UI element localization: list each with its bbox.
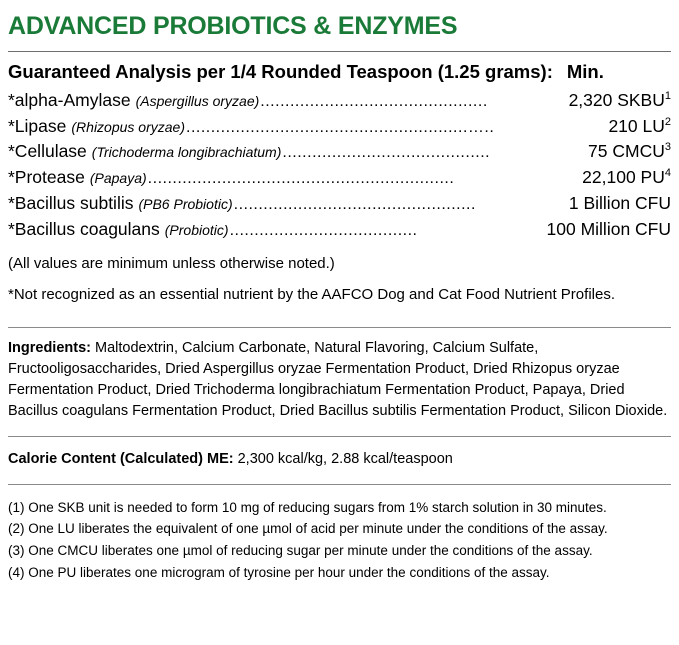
analysis-value <box>588 139 671 164</box>
leader-dots: .............................................................. <box>147 170 455 188</box>
spacer <box>6 422 673 436</box>
analysis-value-text: 22,100 PU <box>582 167 665 188</box>
analysis-row <box>8 217 671 243</box>
analysis-nutrient-name: *Lipase <box>8 115 67 136</box>
analysis-nutrient-source: (Rhizopus oryzae) <box>71 118 185 135</box>
footnote-item: (3) One CMCU liberates one µmol of reducing sugar per minute under the conditions of the assay. <box>8 543 593 559</box>
analysis-nutrient-name: *Cellulase <box>8 141 87 162</box>
analysis-value-text: 210 LU <box>608 115 665 136</box>
footnote-item: (4) One PU liberates one microgram of tyrosine per hour under the conditions of the assay. <box>8 565 550 581</box>
leader-dots: ................................................. <box>233 195 476 213</box>
analysis-nutrient-source: (Aspergillus oryzae) <box>135 93 260 109</box>
aafco-note: *Not recognized as an essential nutrient by the AAFCO Dog and Cat Food Nutrient Profiles. <box>8 285 615 303</box>
analysis-row <box>8 165 671 191</box>
analysis-row <box>8 114 671 140</box>
footnote-item: (2) One LU liberates the equivalent of one µmol of acid per minute under the conditions of the assay. <box>8 521 608 537</box>
analysis-nutrient-source: (Trichoderma longibrachiatum) <box>91 144 282 161</box>
spacer <box>6 470 673 484</box>
analysis-value-footnote-marker: 4 <box>664 167 671 180</box>
calorie-content-section <box>8 449 671 469</box>
analysis-row <box>8 191 671 217</box>
footnote-item: (1) One SKB unit is needed to form 10 mg of reducing sugars from 1% starch solution in 30 minutes. <box>8 499 607 515</box>
guaranteed-analysis-list <box>8 88 671 242</box>
leader-dots: .............................................. <box>260 93 488 110</box>
ingredients-text: Maltodextrin, Calcium Carbonate, Natural Flavoring, Calcium Sulfate, Fructooligosaccharides, Dried Aspergillus oryzae Fermentation Product, Dried Rhizopus oryzae Fermentation Product, Dried Trichoderma longibrachiatum Fermentation Product, Papaya, Dried Bacillus coagulans Fermentation Product, Dried Bacillus subtilis Fermentation Product, Silicon Dioxide. <box>8 340 668 420</box>
analysis-value-text: 1 Billion CFU <box>568 192 671 213</box>
calorie-content-label: Calorie Content (Calculated) ME: <box>8 451 234 468</box>
ingredients-section <box>8 338 671 422</box>
analysis-value-footnote-marker: 1 <box>664 90 671 103</box>
calorie-content-value: 2,300 kcal/kg, 2.88 kcal/teaspoon <box>233 451 453 468</box>
spacer <box>6 305 673 327</box>
analysis-value <box>547 217 671 242</box>
analysis-row <box>8 88 671 114</box>
analysis-value-footnote-marker: 3 <box>664 141 671 154</box>
ingredients-label: Ingredients: <box>8 340 91 357</box>
analysis-nutrient-source: (Papaya) <box>89 170 147 187</box>
footnotes-section <box>8 497 671 584</box>
leader-dots: .........................................................….. <box>186 118 495 136</box>
analysis-row <box>8 139 671 165</box>
page-title: ADVANCED PROBIOTICS & ENZYMES <box>8 12 458 40</box>
minimum-values-note: (All values are minimum unless otherwise noted.) <box>8 255 335 273</box>
analysis-value <box>582 165 671 190</box>
leader-dots: ...................................... <box>229 221 418 239</box>
divider-calorie <box>8 436 671 437</box>
analysis-value-text: 100 Million CFU <box>546 218 671 239</box>
analysis-nutrient-source: (PB6 Probiotic) <box>138 195 233 212</box>
leader-dots: .......................................... <box>282 144 491 162</box>
analysis-value <box>569 88 671 113</box>
analysis-value <box>569 191 671 216</box>
divider-ingredients <box>8 327 671 328</box>
analysis-value-text: 2,320 SKBU <box>568 90 665 110</box>
guaranteed-analysis-min-label: Min. <box>566 61 604 82</box>
analysis-nutrient-name: *Protease <box>8 167 85 188</box>
analysis-value <box>608 114 671 139</box>
analysis-nutrient-name: *Bacillus subtilis <box>8 192 134 213</box>
analysis-nutrient-name: *Bacillus coagulans <box>8 218 160 239</box>
divider-top <box>8 51 671 52</box>
analysis-value-text: 75 CMCU <box>588 141 665 162</box>
analysis-nutrient-name: *alpha-Amylase <box>8 90 131 110</box>
divider-footnotes <box>8 484 671 485</box>
guaranteed-analysis-header-text: Guaranteed Analysis per 1/4 Rounded Teaspoon (1.25 grams): <box>8 61 553 82</box>
analysis-value-footnote-marker: 2 <box>664 115 671 128</box>
guaranteed-analysis-header <box>8 61 671 83</box>
analysis-nutrient-source: (Probiotic) <box>164 221 229 238</box>
